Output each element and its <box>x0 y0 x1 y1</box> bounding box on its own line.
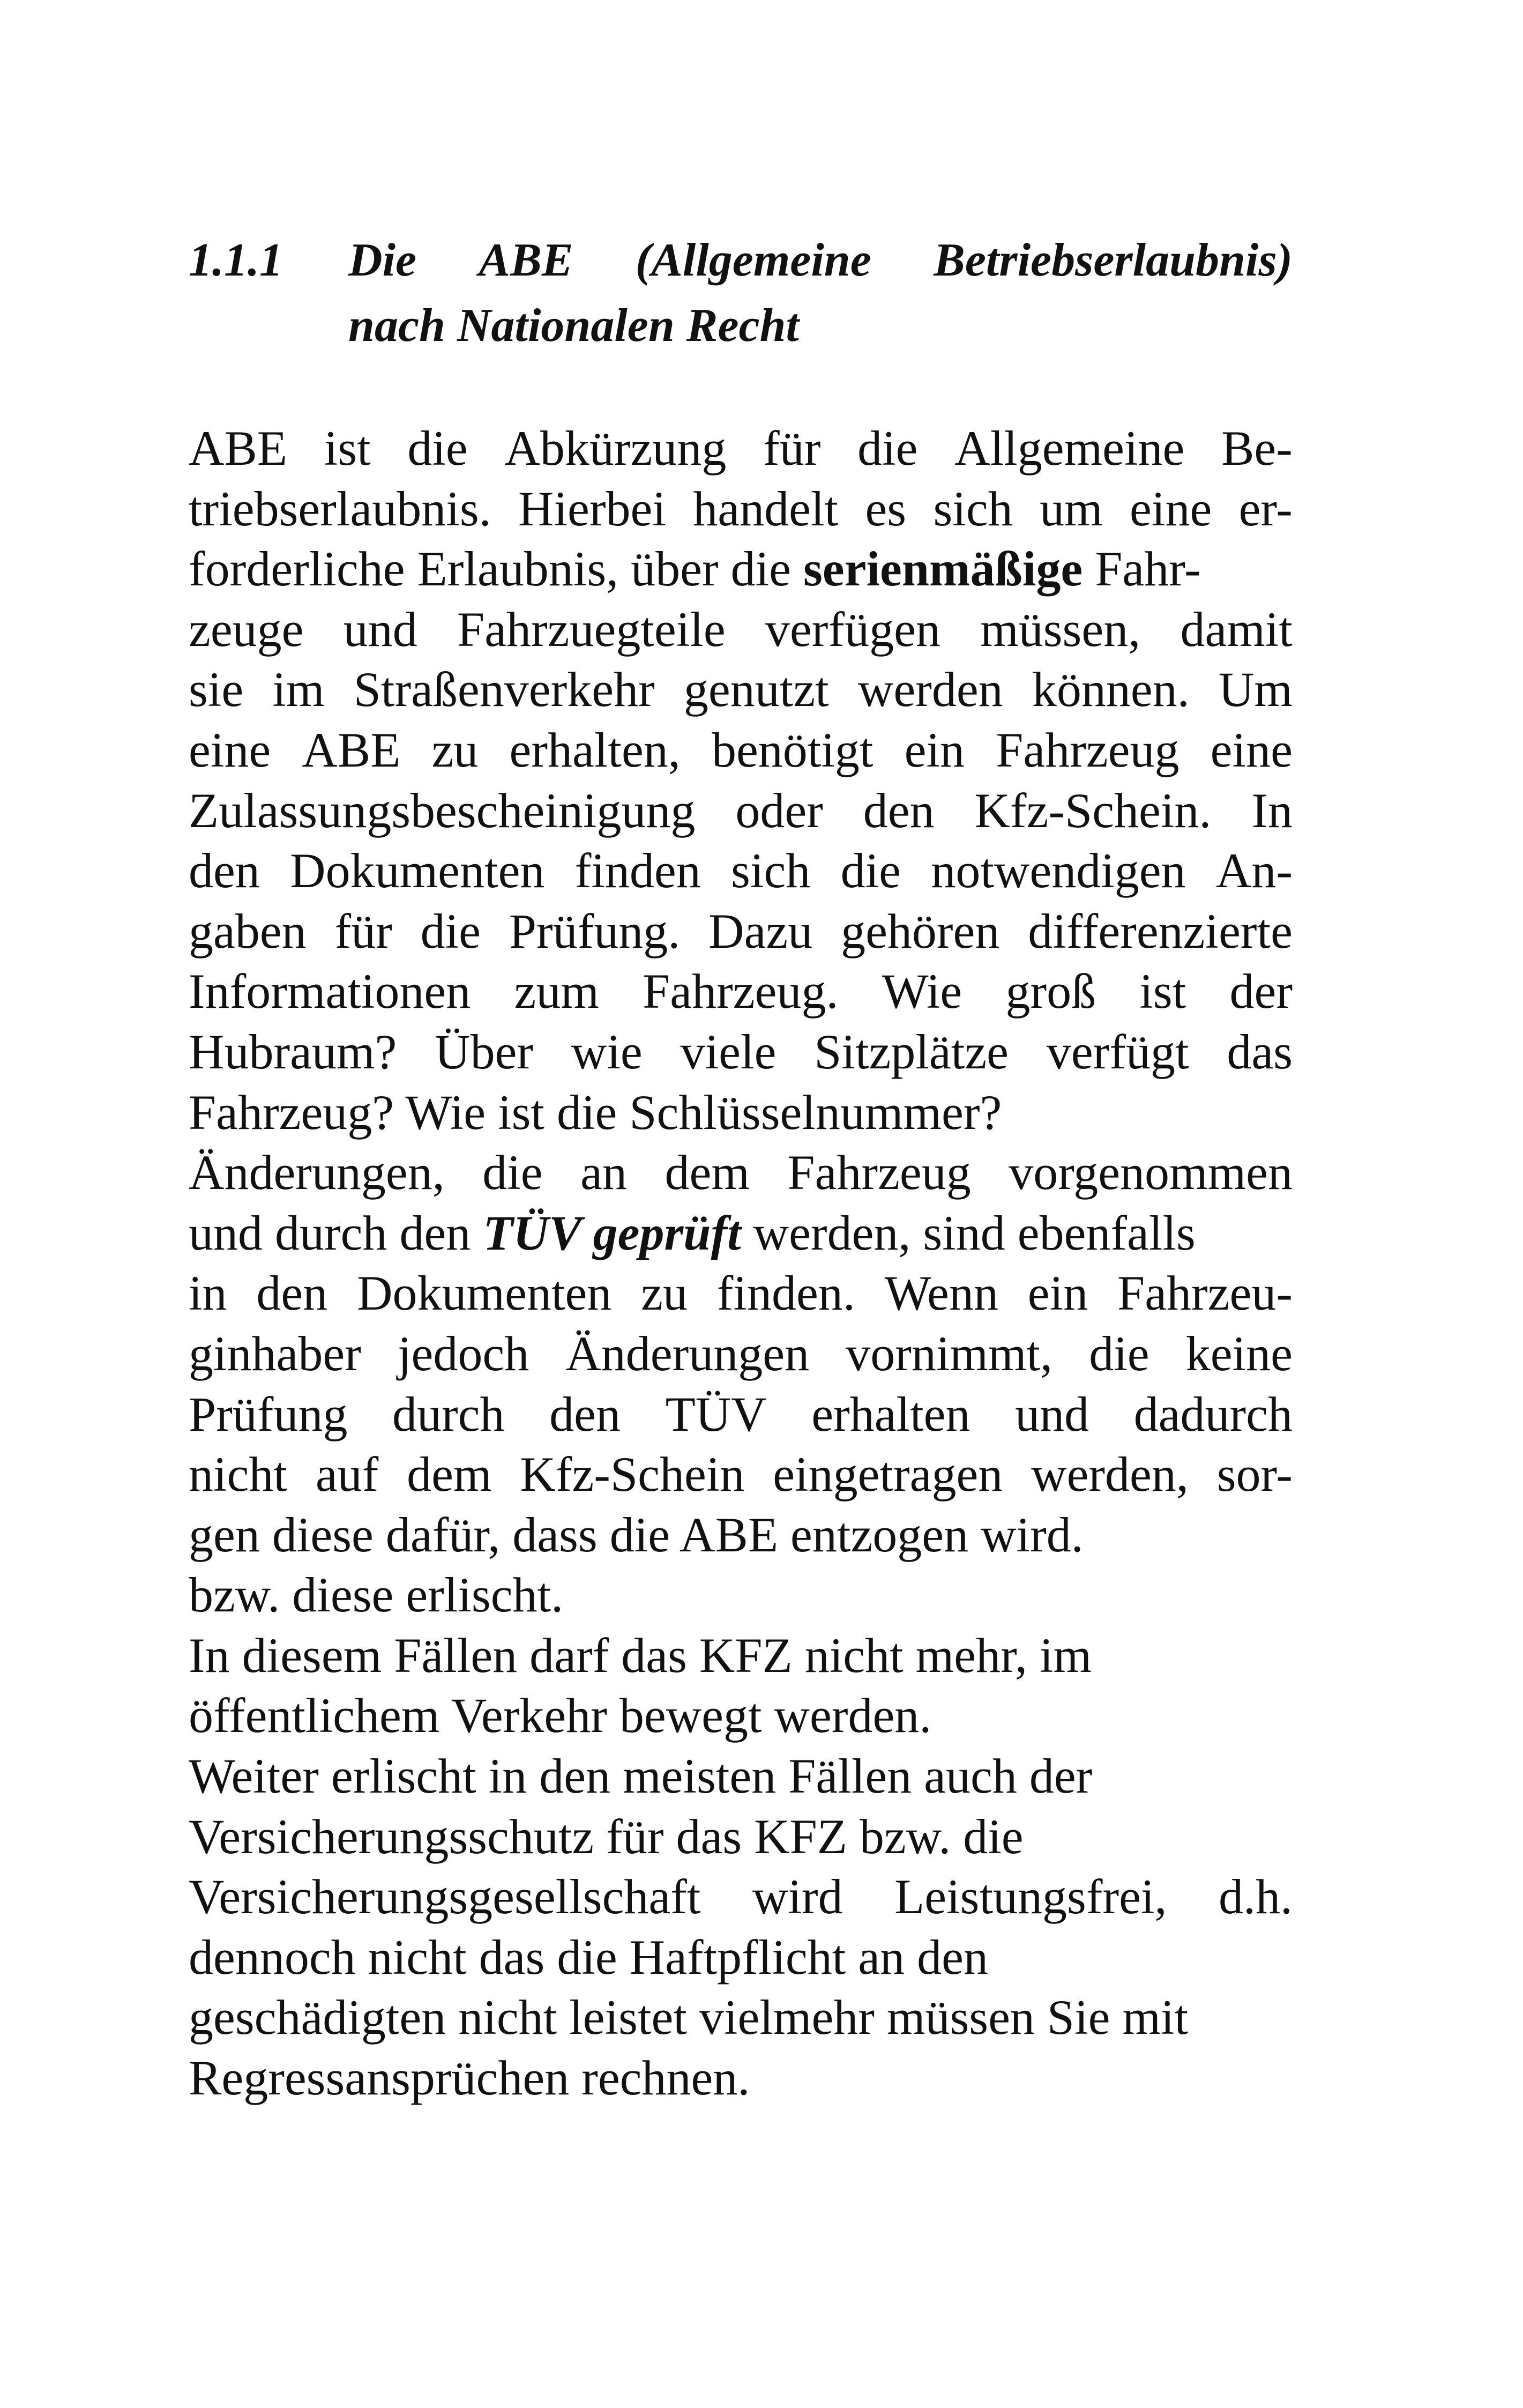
word: es <box>865 481 907 536</box>
word: Kfz-Schein <box>520 1447 745 1502</box>
word: sich <box>933 481 1013 536</box>
section-number: 1.1.1 <box>189 234 283 286</box>
text-line: und durch den TÜV geprüft werden, sind ebenfalls <box>189 1205 1196 1260</box>
text-line <box>189 1867 1293 1927</box>
word: zeuge <box>189 601 304 657</box>
word: zu <box>431 722 479 777</box>
word: notwendigen <box>931 843 1186 898</box>
word: auf <box>315 1447 379 1502</box>
word: groß <box>1005 964 1096 1019</box>
text-line <box>189 1324 1293 1384</box>
word: Betriebserlaubnis) <box>934 234 1293 286</box>
word: die <box>482 1145 543 1200</box>
text-line <box>189 659 1293 720</box>
word: die <box>840 843 901 898</box>
word: handelt <box>693 481 839 536</box>
text-line: öffentlichem Verkehr bewegt werden. <box>189 1688 932 1743</box>
word: wird <box>752 1869 843 1924</box>
word: d.h. <box>1218 1869 1293 1924</box>
text-line <box>189 1142 1293 1203</box>
word: vorgenommen <box>1009 1145 1293 1200</box>
word: den <box>549 1386 621 1441</box>
text-line <box>189 841 1293 901</box>
word: ist <box>1139 964 1186 1019</box>
word: Die <box>348 234 417 286</box>
word: zum <box>514 964 599 1019</box>
word: werden <box>857 662 1003 717</box>
text-line <box>189 961 1293 1022</box>
word: sie <box>189 662 244 717</box>
emphasis-bold-italic: TÜV geprüft <box>483 1205 741 1260</box>
heading-line-1 <box>348 228 1293 293</box>
word: An- <box>1215 843 1293 898</box>
text-line: Regressansprüchen rechnen. <box>189 2050 750 2106</box>
word: sich <box>731 843 811 898</box>
word: In <box>1251 783 1293 838</box>
word: den <box>189 843 260 898</box>
word: an <box>580 1145 627 1200</box>
body-paragraphs <box>189 418 1293 2108</box>
word: Prüfung <box>189 1386 348 1441</box>
word: Wenn <box>884 1266 998 1321</box>
word: er- <box>1238 481 1293 536</box>
text-line: Fahrzeug? Wie ist die Schlüsselnummer? <box>189 1084 1002 1140</box>
word: verfügen <box>765 601 940 657</box>
word: ein <box>904 722 965 777</box>
word: nicht <box>189 1447 287 1502</box>
text-line <box>189 1263 1293 1324</box>
word: Hubraum? <box>189 1024 397 1079</box>
word: keine <box>1185 1326 1293 1381</box>
word: eine <box>1210 722 1293 777</box>
word: benötigt <box>711 722 874 777</box>
word: dem <box>407 1447 492 1502</box>
word: gehören <box>841 903 1000 958</box>
word: Hierbei <box>518 481 666 536</box>
word: finden <box>574 843 701 898</box>
text-line: Weiter erlischt in den meisten Fällen auch der <box>189 1749 1093 1804</box>
text-line <box>189 1444 1293 1505</box>
word: Dokumenten <box>357 1266 612 1321</box>
word: durch <box>392 1386 505 1441</box>
word: im <box>272 662 325 717</box>
word: für <box>334 903 392 958</box>
word: dadurch <box>1133 1386 1293 1441</box>
word: und <box>1015 1386 1089 1441</box>
word: Leistungsfrei, <box>894 1869 1167 1924</box>
word: Zulassungsbescheinigung <box>189 783 696 838</box>
word: (Allgemeine <box>635 234 871 286</box>
word: Kfz-Schein. <box>974 783 1212 838</box>
word: müssen, <box>980 601 1141 657</box>
word: viele <box>680 1024 777 1079</box>
word: Abkürzung <box>504 421 727 475</box>
word: Fahrzeu- <box>1117 1266 1293 1321</box>
text-line <box>189 1022 1293 1082</box>
word: ist <box>324 421 371 475</box>
word: den <box>863 783 935 838</box>
word: ginhaber <box>189 1326 361 1381</box>
word: TÜV <box>665 1386 767 1441</box>
word: können. <box>1032 662 1190 717</box>
word: erhalten, <box>509 722 681 777</box>
word: genutzt <box>683 662 829 717</box>
word: Fahrzeug. <box>643 964 839 1019</box>
word: ein <box>1027 1266 1088 1321</box>
word: Änderungen, <box>189 1145 445 1200</box>
word: erhalten <box>811 1386 970 1441</box>
text-line: In diesem Fällen darf das KFZ nicht mehr, im <box>189 1627 1092 1683</box>
text-line <box>189 720 1293 781</box>
text-line <box>189 479 1293 539</box>
word: Dazu <box>708 903 813 958</box>
word: den <box>256 1266 328 1321</box>
text-line <box>189 418 1293 479</box>
word: eine <box>189 722 271 777</box>
word: Fahrzeug <box>787 1145 971 1200</box>
word: oder <box>735 783 823 838</box>
word: Informationen <box>189 964 471 1019</box>
word: eingetragen <box>773 1447 1003 1502</box>
word: finden. <box>716 1266 855 1321</box>
word: Dokumenten <box>290 843 545 898</box>
text-line <box>189 1384 1293 1445</box>
word: triebserlaubnis. <box>189 481 491 536</box>
word: eine <box>1130 481 1212 536</box>
text-line: gen diese dafür, dass die ABE entzogen wird. <box>189 1507 1084 1562</box>
word: differenzierte <box>1028 903 1293 958</box>
word: ABE <box>189 421 287 475</box>
word: ABE <box>302 722 401 777</box>
word: für <box>763 421 821 475</box>
word: Straßenverkehr <box>353 662 655 717</box>
word: damit <box>1180 601 1293 657</box>
word: vornimmt, <box>846 1326 1053 1381</box>
word: Allgemeine <box>954 421 1185 475</box>
word: sor- <box>1216 1447 1293 1502</box>
text-line <box>189 599 1293 660</box>
text-line <box>189 781 1293 841</box>
emphasis-bold: serienmäßige <box>803 541 1083 597</box>
text-line: forderliche Erlaubnis, über die serienmäßige Fahr- <box>189 541 1201 597</box>
word: Fahrzeug <box>996 722 1179 777</box>
word: zu <box>641 1266 688 1321</box>
text-line <box>189 901 1293 962</box>
word: die <box>407 421 468 475</box>
word: das <box>1227 1024 1293 1079</box>
word: und <box>343 601 417 657</box>
word: Sitzplätze <box>814 1024 1009 1079</box>
word: Um <box>1218 662 1293 717</box>
word: Versicherungsgesellschaft <box>189 1869 701 1924</box>
word: Be- <box>1221 421 1293 475</box>
text-line: geschädigten nicht leistet vielmehr müssen Sie mit <box>189 1990 1189 2045</box>
word: dem <box>665 1145 750 1200</box>
word: Wie <box>882 964 962 1019</box>
word: Fahrzuegteile <box>457 601 726 657</box>
word: wie <box>571 1024 643 1079</box>
word: die <box>420 903 481 958</box>
text-line: Versicherungsschutz für das KFZ bzw. die <box>189 1809 1024 1864</box>
word: werden, <box>1031 1447 1189 1502</box>
word: Prüfung. <box>509 903 681 958</box>
word: Über <box>435 1024 534 1079</box>
word: die <box>857 421 918 475</box>
heading-line-2: nach Nationalen Recht <box>348 300 799 352</box>
word: der <box>1229 964 1293 1019</box>
word: Änderungen <box>565 1326 810 1381</box>
word: jedoch <box>397 1326 529 1381</box>
word: um <box>1040 481 1103 536</box>
text-line: dennoch nicht das die Haftpflicht an den <box>189 1929 988 1985</box>
text-line: bzw. diese erlischt. <box>189 1567 564 1623</box>
word: ABE <box>479 234 573 286</box>
word: in <box>189 1266 227 1321</box>
word: die <box>1089 1326 1149 1381</box>
word: verfügt <box>1046 1024 1189 1079</box>
word: gaben <box>189 903 307 958</box>
